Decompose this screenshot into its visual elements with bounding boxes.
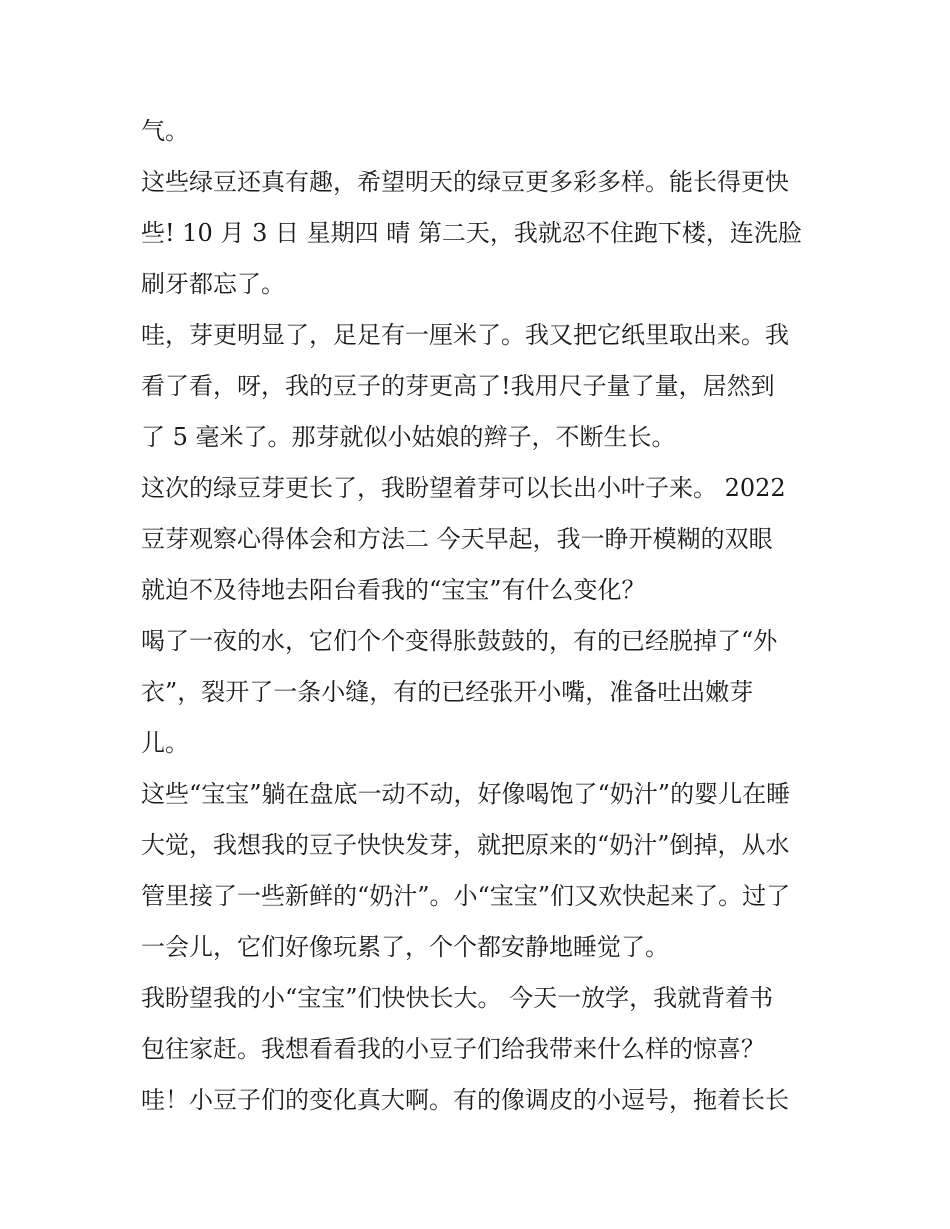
text-line: 大觉，我想我的豆子快快发芽，就把原来的“奶汁”倒掉，从水 xyxy=(141,831,790,859)
text-line: 喝了一夜的水，它们个个变得胀鼓鼓的，有的已经脱掉了“外 xyxy=(141,627,778,655)
text-line: 些! 10 月 3 日 星期四 晴 第二天，我就忍不住跑下楼，连洗脸 xyxy=(141,219,802,247)
text-line: 看了看，呀，我的豆子的芽更高了!我用尺子量了量，居然到 xyxy=(141,372,775,400)
text-line: 了 5 毫米了。那芽就似小姑娘的辫子，不断生长。 xyxy=(141,423,676,451)
text-line: 哇！小豆子们的变化真大啊。有的像调皮的小逗号，拖着长长 xyxy=(141,1086,789,1114)
text-line: 管里接了一些新鲜的“奶汁”。小“宝宝”们又欢快起来了。过了 xyxy=(141,882,791,910)
text-line: 气。 xyxy=(141,117,189,145)
text-line: 哇，芽更明显了，足足有一厘米了。我又把它纸里取出来。我 xyxy=(141,321,789,349)
text-line: 这些绿豆还真有趣，希望明天的绿豆更多彩多样。能长得更快 xyxy=(141,168,789,196)
text-line: 一会儿，它们好像玩累了，个个都安静地睡觉了。 xyxy=(141,933,669,961)
text-line: 我盼望我的小“宝宝”们快快长大。 今天一放学，我就背着书 xyxy=(141,984,774,1012)
text-line: 这次的绿豆芽更长了，我盼望着芽可以长出小叶子来。 2022 xyxy=(141,474,786,502)
text-line: 就迫不及待地去阳台看我的“宝宝”有什么变化？ xyxy=(141,576,646,604)
text-line: 儿。 xyxy=(141,729,189,757)
document-body xyxy=(141,106,821,1126)
text-line: 豆芽观察心得体会和方法二 今天早起，我一睁开模糊的双眼 xyxy=(141,525,773,553)
text-line: 这些“宝宝”躺在盘底一动不动，好像喝饱了“奶汁”的婴儿在睡 xyxy=(141,780,791,808)
text-line: 刷牙都忘了。 xyxy=(141,270,285,298)
text-line: 包往家赶。我想看看我的小豆子们给我带来什么样的惊喜？ xyxy=(141,1035,765,1063)
text-line: 衣”，裂开了一条小缝，有的已经张开小嘴，准备吐出嫩芽 xyxy=(141,678,754,706)
